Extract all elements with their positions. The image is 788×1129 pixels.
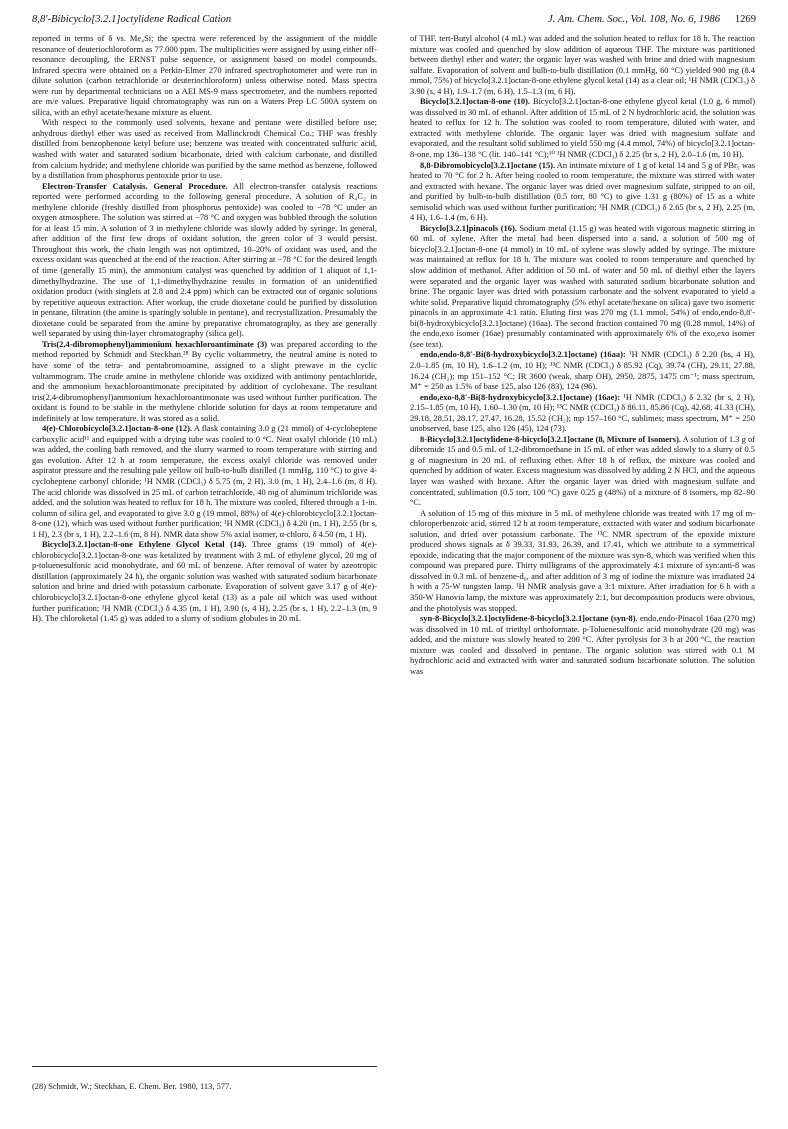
paragraph-text: A solution of 15 mg of this mixture in 5 mL of methylene chloride was treated with 17 mg of m-chloroperbenzoic acid, stirred 12 h at room temperature, extracted with water and sodium bicarbonate solution, and dried over potassium carbonate. The ¹³C NMR spectrum of the epoxide mixture produced shows signals at δ 39.33, 31.93, 26.39, and 17.41, which we attribute to a symmetrical epoxide, indicating that the major component of the mixture was syn-8, which was verified when this compound was prepared pure. Thirty milligrams of the approximately 4:1 mixture of syn:anti-8 was dissolved in 0.3 mL of benzene-d₆, and after addition of 3 mg of iodine the mixture was irradiated 24 h with a 75-W tungsten lamp. ¹H NMR analysis gave a 3:1 mixture. After irradiation for 6 h with a 350-W Hanovia lamp, the mixture was approximately 2:1, but decomposition products were obvious, and the photolysis was stopped.	[410, 507, 755, 613]
paragraph-text: An intimate mixture of 1 g of ketal 14 and 5 g of PBr₅ was heated to 70 °C for 2 h. After being cooled to room temperature, the mixture was stirred with water and extracted with hexane. The organic layer was dried over magnesium sulfate, stripped to an oil, and purified by bulb-to-bulb distillation (0.5 torr, 80 °C) to give 1.31 g (80%) of 15 as a white semisolid which was used without further purification; ¹H NMR (CDCl₃) δ 2.65 (br s, 2 H), 2.25 (m, 4 H), 1.6–1.4 (m, 6 H).	[410, 159, 755, 223]
paragraph	[32, 181, 377, 339]
paragraph-heading: Bicyclo[3.2.1]pinacols (16).	[420, 222, 517, 233]
paragraph	[32, 33, 377, 117]
paragraph-heading: endo,exo-8,8′-Bi(8-hydroxybicyclo[3.2.1]octane) (16ae):	[420, 391, 621, 402]
paragraph-text: A solution of 1.3 g of dibromide 15 and 0.5 mL of 1,2-dibromoethane in 15 mL of ether was added slowly to a slurry of 0.5 g of magnesium in 20 mL of refluxing ether. After 18 h of reflux, the mixture was cooled and quenched by addition of water. Excess magnesium was dissolved by adding 2 N HCl, and the aqueous layer was washed with hexane. After the organic layer was dried with magnesium sulfate and concentrated, sublimation (0.5 torr, 100 °C) gave 0.25 g (48%) of a mixture of 8 isomers, mp 82–90 °C.	[410, 433, 755, 508]
paragraph-text: was prepared according to the method reported by Schmidt and Steckhan.²⁸ By cyclic voltammetry, the neutral amine is noted to have some of the tetra- and pentabromoamine, assigned to a slight prewave in the cyclic voltammogram. The crude amine in methylene chloride was oxidized with antimony pentachloride, and the ammonium hexachloroantimonate precipitated by addition of cyclohexane. The resultant tris(2,4-dibromophenyl)ammonium hexachloroantimonate was used without further purification. The oxidant is found to be stable in the methylene chloride solution for days at room temperature and indefinitely at low temperature. It was stored as a solid.	[32, 338, 377, 423]
paragraph-heading: Tris(2,4-dibromophenyl)ammonium hexachloroantiminate (3)	[42, 338, 268, 349]
paragraph-text: ¹H NMR (CDCl₃) δ 2.20 (bs, 4 H), 2.0–1.85 (m, 10 H), 1.6–1.2 (m, 10 H); ¹³C NMR (CDCl₃) δ 85.92 (Cq), 39.74 (CH), 29.11, 27.88, 16.24 (CH₂); mp 151–152 °C; IR 3600 (weak, sharp OH), 2950, 2875, 1475 cm⁻¹; mass spectrum, M⁺ = 250 as 1.5% of base 125, also 126 (83), 124 (96).	[410, 349, 756, 392]
paragraph-heading: 8-Bicyclo[3.2.1]octylidene-8-bicyclo[3.2.1]octane (8, Mixture of Isomers).	[420, 433, 681, 444]
paragraph	[410, 33, 755, 96]
paragraph	[410, 434, 755, 508]
paragraph-text: endo,endo-Pinacol 16aa (270 mg) was dissolved in 10 mL of triethyl orthoformate. p-Toluenesulfonic acid monohydrate (20 mg) was added, and the mixture was slowly heated to 200 °C. After pyrolysis for 3 h at 200 °C, the reaction mixture was cooled and dissolved in pentane. The organic solution was stirred with 0.1 M hydrochloric acid and extracted with water and saturated sodium bicarbonate solution. The solution was	[410, 613, 756, 676]
paragraph-heading: Bicyclo[3.2.1]octan-8-one Ethylene Glycol Ketal (14).	[42, 539, 247, 550]
paragraph	[410, 96, 755, 159]
footnote: (28) Schmidt, W.; Steckhan, E. Chem. Ber. 1980, 113, 577.	[32, 1081, 232, 1091]
paragraph	[410, 223, 755, 350]
paragraph	[410, 392, 755, 434]
paragraph	[410, 508, 755, 613]
paragraph	[32, 117, 377, 180]
paragraph	[32, 539, 377, 623]
paragraph	[410, 349, 755, 391]
paragraph-text: Sodium metal (1.15 g) was heated with vigorous magnetic stirring in 60 mL of xylene. After the metal had been dispersed into a sand, a solution of 500 mg of bicyclo[3.2.1]octan-8-one (4 mmol) in 10 mL of xylene was slowly added by syringe. The mixture was maintained at reflux for 18 h. The mixture was cooled to room temperature and quenched by slow addition of methanol. After addition of 50 mL of water and 50 mL of diethyl ether the layers were separated and the organic layer was washed with saturated sodium bicarbonate solution and brine. The organic layer was dried with potassium carbonate and the solvent evaporated to yield a white solid. Preparative liquid chromatography (5% ethyl acetate/hexane on silica) gave two isomeric pinacols in an approximate 4:1 ratio. Eluting first was 270 mg (1.1 mmol, 54%) of endo,endo-8,8′-bi(8-hydroxybicyclo[3.2.1]octane) (16aa). The second fraction contained 70 mg (0.28 mmol, 14%) of the endo,exo isomer (16ae) presumably contaminated with approximately 6% of the exo,exo isomer (see text).	[410, 222, 755, 349]
paragraph	[410, 613, 755, 676]
paragraph-text: All electron-transfer catalysis reactions reported were performed according to the following general procedure. A solution of R₄C₂ in methylene chloride (freshly distilled from phosphorus pentoxide) was cooled to −78 °C under an oxygen atmosphere. The solution was stirred at −78 °C and oxygen was bubbled through the solution for at least 15 min. A solution of 3 in methylene chloride was slowly added by syringe. In general, after addition of the first few drops of oxidant solution, the green color of 3 would persist. Throughout this work, the chain length was not optimized, 10–20% of oxidant was used, and the excess oxidant was quenched at the end of the reaction. After stirring at −78 °C for the desired length of time (generally 15 min), the ammonium catalyst was quenched by addition of 1 aliquot of 1,1-dimethylhydrazine. The use of 1,1-dimethylhydrazine results in formation of an unidentified oxidation product (with singlets at 2.8 and 2.4 ppm) which can be extracted out of organic solutions by repetitive aqueous extraction. After workup, the crude dioxetane could be purified by dissolution in pentane, filtration (the amine is sparingly soluble in pentane), and recrystallization. Presumably the dioxetane could be separated from the amine by preparative chromatography, as they are generally well separated by using thin-layer chromatography (silica gel).	[32, 180, 377, 339]
running-header	[32, 14, 756, 30]
paragraph-heading: 8,8-Dibromobicyclo[3.2.1]octane (15).	[420, 159, 556, 170]
paragraph-text: A flask containing 3.0 g (21 mmol) of 4-cycloheptene carboxylic acid¹¹ and equipped with a drying tube was cooled to 0 °C. Neat oxalyl chloride (10 mL) was added, the cooling bath removed, and the slurry warmed to room temperature with stirring and gas evolution. After 12 h at room temperature, the excess oxalyl chloride was removed under aspirator pressure and the resulting pale yellow oil bulb-to-bulb distilled (1 mmHg, 110 °C) to give 4-cycloheptene carbonyl chloride; ¹H NMR (CDCl₃) δ 5.75 (m, 2 H), 3.0 (m, 1 H), 2.4–1.6 (m, 8 H). The acid chloride was dissolved in 25 mL of carbon tetrachloride, 40 mg of aluminum trichloride was added, and the solution was heated to reflux for 18 h. The mixture was cooled, filtered through a 1-in. column of silica gel, and evaporated to give 3.0 g (19 mmol, 88%) of 4(e)-chlorobicyclo[3.2.1]octan-8-one (12), which was used without further purification; ¹H NMR (CDCl₃) δ 4.20 (m, 1 H), 2.55 (br s, 1 H), 2.3 (br s, 1 H), 2.2–1.6 (m, 8 H). NMR data show 5% axial isomer, α-chloro, δ 4.50 (m, 1 H).	[32, 423, 377, 539]
paragraph-text: With respect to the commonly used solvents, hexane and pentane were distilled before use; anhydrous diethyl ether was used as received from Mallinckrodt Chemical Co.; THF was freshly distilled from benzophenone ketyl before use; benzene was treated with concentrated sulfuric acid, washed with water and saturated sodium bicarbonate, dried with calcium carbonate, and distilled from calcium hydride; and methylene chloride was purified by the same method as benzene, followed by a distillation from phosphorus pentoxide prior to use.	[32, 117, 377, 181]
journal-citation: J. Am. Chem. Soc., Vol. 108, No. 6, 1986	[548, 14, 720, 25]
paragraph	[32, 339, 377, 423]
running-title: 8,8′-Bibicyclo[3.2.1]octylidene Radical Cation	[32, 14, 232, 25]
paragraph-text: of THF. tert-Butyl alcohol (4 mL) was added and the solution heated to reflux for 18 h. The reaction mixture was cooled and quenched by slow addition of aqueous THF. The mixture was partitioned between diethyl ether and water; the organic layer was washed with brine and dried with magnesium sulfate. Evaporation of solvent and bulb-to-bulb distillation (0.1 mmHg, 60 °C) yielded 900 mg (8.4 mmol, 75%) of bicyclo[3.2.1]octan-8-one ethylene glycol ketal (14) as a clear oil; ¹H NMR (CDCl₃) δ 3.90 (s, 4 H), 1.9–1.7 (m, 6 H), 1.5–1.3 (m, 6 H).	[410, 33, 755, 96]
paragraph	[32, 423, 377, 539]
paragraph-heading: syn-8-Bicyclo[3.2.1]octylidene-8-bicyclo[3.2.1]octane (syn-8).	[420, 613, 638, 624]
left-column	[32, 33, 377, 624]
paragraph-heading: 4(e)-Chlorobicyclo[3.2.1]octan-8-one (12).	[42, 423, 193, 434]
paragraph-text: reported in terms of δ vs. Me₄Si; the spectra were referenced by the assignment of the middle resonance of deuteriochloroform as 77.000 ppm. The multiplicities were assigned by using either off-resonance decoupling, the ERNST pulse sequence, or assignment based on model compounds. Infrared spectra were obtained on a Perkin-Elmer 270 infrared spectrophotometer and were run in dilute solution (carbon tetrachloride or deuteriochloroform) unless otherwise noted. Mass spectra were run by departmental technicians on a AEI MS-9 mass spectrometer, and the numbers reported are m/e values. Preparative liquid chromatography was run on a Waters Prep LC 500A system on silica, with an ethyl acetate/hexane mixture as eluent.	[32, 33, 377, 117]
paragraph	[410, 160, 755, 223]
paragraph-text: Three grams (19 mmol) of 4(e)-chlorobicyclo[3.2.1]octan-8-one was ketalized by treatment with 3 mL of ethylene glycol, 20 mg of p-toluenesulfonic acid monohydrate, and 60 mL of benzene. After removal of water by azeotropic distillation (approximately 24 h), the organic solution was washed with saturated sodium bicarbonate solution and brine and dried with potassium carbonate. Evaporation of solvent gave 3.17 g of 4(e)-chlorobicyclo[3.2.1]octan-8-one ethylene glycol ketal (13) as a pale oil which was used without further purification; ¹H NMR (CDCl₃) δ 4.35 (m, 1 H), 3.90 (s, 4 H), 2.25 (br s, 1 H), 2.2–1.3 (m, 9 H). The chloroketal (1.45 g) was added to a slurry of sodium globules in 20 mL	[32, 539, 378, 624]
paragraph-text: ¹H NMR (CDCl₃) δ 2.32 (br s, 2 H), 2.15–1.85 (m, 10 H), 1.60–1.30 (m, 10 H); ¹³C NMR (CDCl₃) δ 86.11, 85.86 (Cq), 42.68, 41.33 (CH), 29.18, 28.51, 28.17, 27.47, 16.28, 15.52 (CH₂); mp 157–160 °C, sublimes; mass spectrum, M⁺ = 250 unobserved, base 125, also 126 (45), 124 (73).	[410, 391, 755, 434]
right-column	[410, 33, 755, 676]
paragraph-heading: Bicyclo[3.2.1]octan-8-one (10).	[420, 96, 531, 107]
page-number: 1269	[734, 14, 756, 25]
paragraph-text: Bicyclo[3.2.1]octan-8-one ethylene glycol ketal (1.0 g, 6 mmol) was dissolved in 30 mL of ethanol. After addition of 15 mL of 2 N hydrochloric acid, the solution was heated to reflux for 12 h. The solution was cooled to room temperature, diluted with water, and extracted with methylene chloride. The organic layer was dried with magnesium sulfate and evaporated, and the resultant solid sublimed to yield 550 mg (4.4 mmol, 74%) of bicyclo[3.2.1]octan-8-one, mp 136–138 °C (lit. 140–141 °C);¹⁰ ¹H NMR (CDCl₃) δ 2.25 (br s, 2 H), 2.0–1.6 (m, 10 H).	[410, 96, 756, 160]
paragraph-heading: Electron-Transfer Catalysis. General Procedure.	[42, 180, 228, 191]
paragraph-heading: endo,endo-8,8′-Bi(8-hydroxybicyclo[3.2.1]octane) (16aa):	[420, 349, 626, 360]
footnote-rule	[32, 1066, 377, 1067]
